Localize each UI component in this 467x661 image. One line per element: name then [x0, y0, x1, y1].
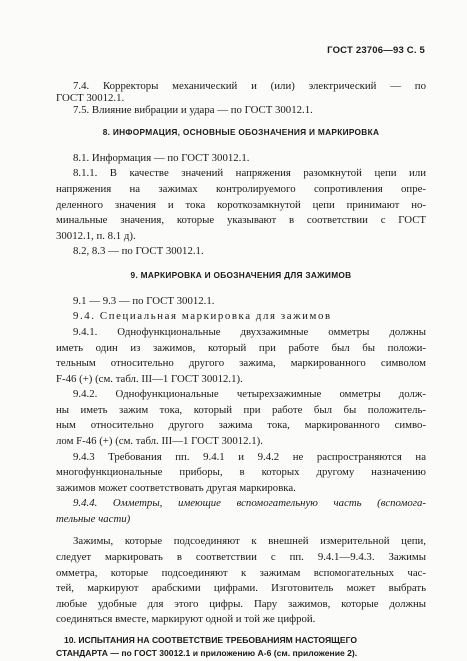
paragraph-8-1-1-line-2: напряжения на зажимах контролируемого сопротивления опре- [56, 183, 426, 195]
paragraph-7-5: 7.5. Влияние вибрации и удара — по ГОСТ 30012.1. [73, 104, 313, 116]
paragraph-8-1-1-line-4: минальные значения, которые указывают в соответствии с ГОСТ [56, 214, 426, 226]
paragraph-8-1: 8.1. Информация — по ГОСТ 30012.1. [73, 152, 250, 164]
paragraph-terminals-line-1: Зажимы, которые подсоединяют к внешней измерительной цепи, [73, 535, 426, 547]
paragraph-8-1-1-line-1: 8.1.1. В качестве значений напряжения разомкнутой цепи или [73, 167, 426, 179]
paragraph-9-4-2-line-3: ным относительно другого зажима тока, маркированного симво- [56, 419, 426, 431]
paragraph-9-4-2-line-4: лом F-46 (+) (см. табл. III—1 ГОСТ 30012.1). [56, 435, 263, 447]
section-8-title: 8. ИНФОРМАЦИЯ, ОСНОВНЫЕ ОБОЗНАЧЕНИЯ И МАРКИРОВКА [102, 127, 380, 137]
paragraph-9-4-2-line-1: 9.4.2. Однофункциональные четырехзажимные омметры долж- [73, 388, 426, 400]
paragraph-7-4-line-1: 7.4. Корректоры механический и (или) электрический — по [73, 80, 426, 92]
paragraph-terminals-line-3: омметра, которые подсоединяют к зажимам вспомогательных час- [56, 567, 426, 579]
paragraph-9-4-4-line-1: 9.4.4. Омметры, имеющие вспомогательную часть (вспомога- [73, 497, 426, 509]
paragraph-9-4-1-line-4: F-46 (+) (см. табл. III—1 ГОСТ 30012.1). [56, 373, 243, 385]
paragraph-9-4-3-line-3: зажимов может соответствовать другая маркировка. [56, 482, 296, 494]
section-10-title-line-2: СТАНДАРТА — по ГОСТ 30012.1 и приложению А-6 (см. приложение 2). [56, 648, 358, 658]
paragraph-terminals-line-2: следует маркировать в соответствии с пп. 9.4.1—9.4.3. Зажимы [56, 551, 426, 563]
paragraph-9-4-4-line-2: тельные части) [56, 513, 131, 525]
paragraph-9-4-3-line-2: многофункциональные приборы, в которых другому назначению [56, 466, 426, 478]
paragraph-9-4-3-line-1: 9.4.3 Требования пп. 9.4.1 и 9.4.2 не распространяются на [73, 451, 426, 463]
paragraph-8-1-1-line-5: 30012.1, п. 8.1 д). [56, 230, 136, 242]
paragraph-9-4-1-line-3: тельным относительно другого зажима, маркированного символом [56, 357, 426, 369]
paragraph-terminals-line-5: любые удобные для этого цифры. Пару зажимов, которые должны [56, 598, 426, 610]
paragraph-terminals-line-6: соединяться вместе, маркируют одной и той же цифрой. [56, 613, 316, 625]
section-10-title-line-1: 10. ИСПЫТАНИЯ НА СООТВЕТСТВИЕ ТРЕБОВАНИЯМ НАСТОЯЩЕГО [64, 635, 358, 645]
paragraph-9-4-1-line-2: иметь один из зажимов, который при работе был бы положи- [56, 342, 426, 354]
paragraph-9-4-2-line-2: ны иметь зажим тока, который при работе был бы положитель- [56, 404, 426, 416]
paragraph-9-4-1-line-1: 9.4.1. Однофункциональные двухзажимные омметры должны [73, 326, 426, 338]
paragraph-8-2-8-3: 8.2, 8.3 — по ГОСТ 30012.1. [73, 245, 204, 257]
paragraph-9-1-9-3: 9.1 — 9.3 — по ГОСТ 30012.1. [73, 295, 215, 307]
paragraph-terminals-line-4: тей, маркируют арабскими цифрами. Изготовитель может выбрать [56, 582, 426, 594]
section-9-title: 9. МАРКИРОВКА И ОБОЗНАЧЕНИЯ ДЛЯ ЗАЖИМОВ [130, 270, 352, 280]
page-header: ГОСТ 23706—93 С. 5 [327, 45, 425, 56]
paragraph-8-1-1-line-3: деленного значения и тока короткозамкнутой цепи принимают но- [56, 199, 426, 211]
paragraph-7-4-line-2: ГОСТ 30012.1. [56, 92, 125, 104]
paragraph-9-4-heading: 9.4. Специальная маркировка для зажимов [73, 310, 332, 322]
